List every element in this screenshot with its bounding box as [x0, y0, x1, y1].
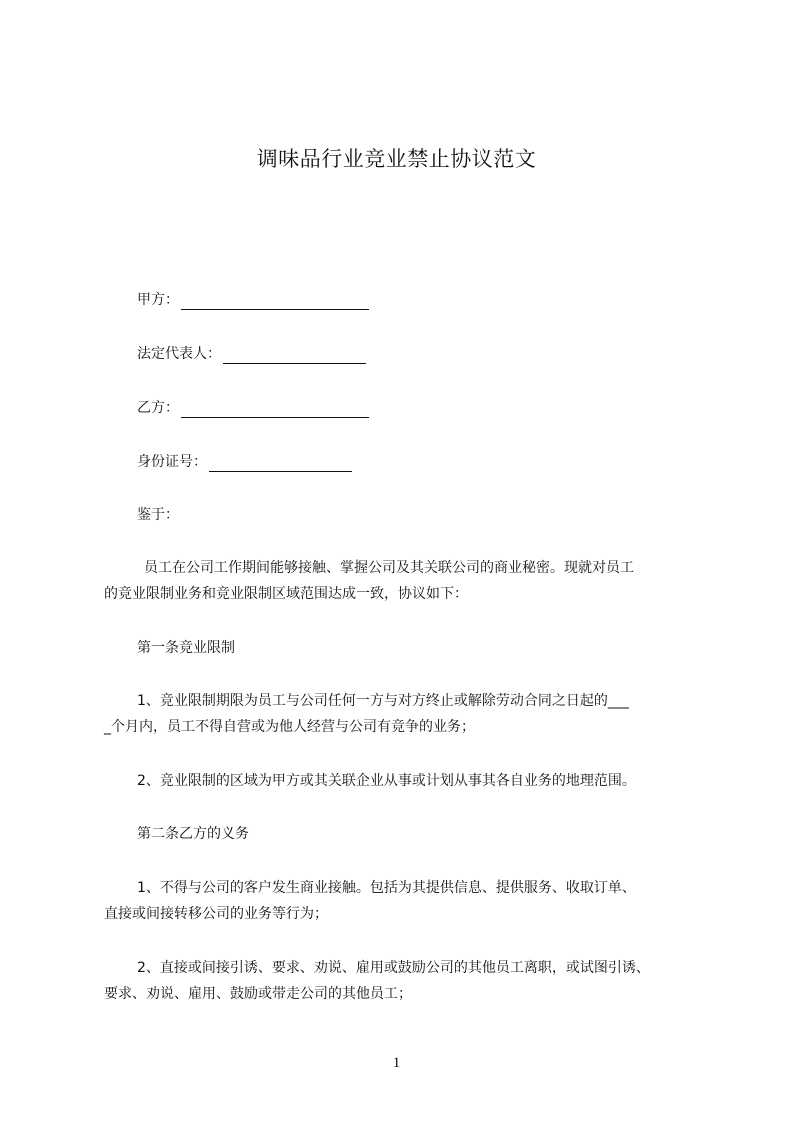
id-number-blank-line	[209, 457, 352, 472]
document-title: 调味品行业竞业禁止协议范文	[256, 147, 537, 171]
party-a-blank-line	[181, 295, 369, 310]
intro-paragraph-line-2: 的竞业限制业务和竞业限制区域范围达成一致，协议如下：	[104, 586, 468, 602]
article-2-heading: 第二条乙方的义务	[137, 826, 249, 842]
legal-rep-blank-line	[223, 349, 366, 364]
page-number: 1	[392, 1055, 401, 1071]
party-a-field	[137, 290, 369, 310]
article-1-clause-1-line-2: _个月内，员工不得自营或为他人经营与公司有竞争的业务；	[104, 719, 475, 735]
id-number-label: 身份证号：	[137, 454, 207, 470]
article-2-clause-1-line-2: 直接或间接转移公司的业务等行为；	[104, 906, 328, 922]
id-number-field	[137, 452, 352, 472]
legal-rep-label: 法定代表人：	[137, 346, 221, 362]
article-1-clause-2: 2、竞业限制的区域为甲方或其关联企业从事或计划从事其各自业务的地理范围。	[137, 773, 636, 789]
party-b-blank-line	[181, 403, 369, 418]
party-a-label: 甲方：	[137, 292, 179, 308]
whereas-label: 鉴于：	[137, 507, 179, 523]
article-1-clause-1-line-1: 1、竞业限制期限为员工与公司任何一方与对方终止或解除劳动合同之日起的___	[137, 693, 629, 709]
legal-rep-field	[137, 344, 366, 364]
party-b-label: 乙方：	[137, 400, 179, 416]
article-1-heading: 第一条竞业限制	[137, 640, 235, 656]
article-2-clause-1-line-1: 1、不得与公司的客户发生商业接触。包括为其提供信息、提供服务、收取订单、	[137, 880, 636, 896]
article-2-clause-2-line-2: 要求、劝说、雇用、鼓励或带走公司的其他员工；	[104, 986, 412, 1002]
article-2-clause-2-line-1: 2、直接或间接引诱、要求、劝说、雇用或鼓励公司的其他员工离职，或试图引诱、	[137, 960, 650, 976]
intro-paragraph-line-1: 员工在公司工作期间能够接触、掌握公司及其关联公司的商业秘密。现就对员工	[144, 560, 634, 576]
party-b-field	[137, 398, 369, 418]
